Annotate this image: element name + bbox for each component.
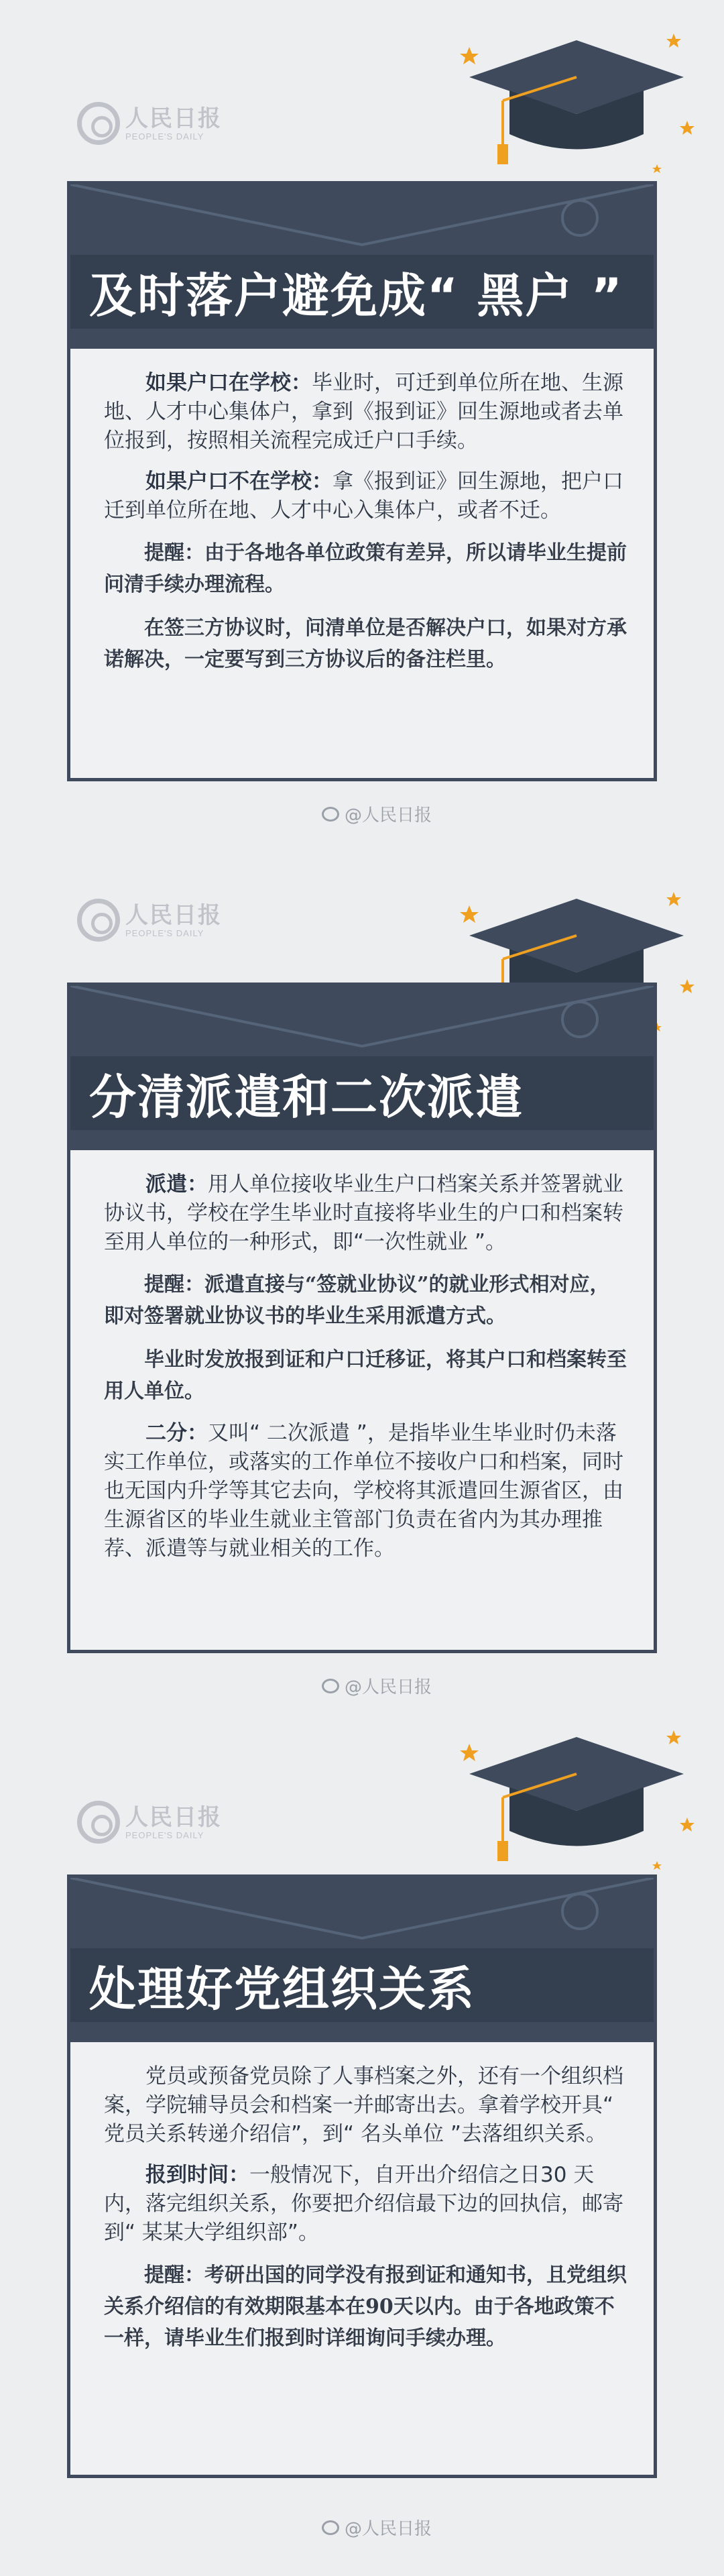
paragraph-text: 党员或预备党员除了人事档案之外，还有一个组织档案，学院辅导员会和档案一并邮寄出去。拿着学校开具“ 党员关系转递介绍信”，到“ 名头单位 ”去落组织关系。 (104, 2064, 623, 2146)
paragraph-lead: 派遣： (145, 1172, 208, 1196)
note: 在签三方协议时，问清单位是否解决户口，如果对方承诺解决，一定要写到三方协议后的备注栏里。 (104, 616, 627, 671)
paragraph (104, 369, 627, 455)
panel-2 (0, 858, 724, 1717)
at-logo-icon (77, 102, 120, 145)
people-daily-logo (77, 102, 222, 145)
weibo-icon (322, 1679, 339, 1693)
section-card-dispatch (67, 983, 657, 1653)
paragraph-lead: 报到时间： (145, 2163, 249, 2187)
logo-name-en: PEOPLE'S DAILY (125, 928, 204, 938)
logo-name-en: PEOPLE'S DAILY (125, 131, 204, 142)
paragraph-text: 一般情况下，自开出介绍信之日30 天内，落完组织关系，你要把介绍信最下边的回执信，邮寄到“ 某某大学组织部”。 (104, 2163, 623, 2245)
card-header (70, 1878, 654, 2042)
paragraph-text: 毕业时，可迁到单位所在地、生源地、人才中心集体户，拿到《报到证》回生源地或者去单位报到，按照相关流程完成迁户口手续。 (104, 371, 623, 453)
watermark (322, 801, 432, 826)
watermark-text: @人民日报 (345, 805, 432, 826)
card-header (70, 184, 654, 349)
logo-name-en: PEOPLE'S DAILY (125, 1830, 204, 1840)
logo-name-cn: 人民日报 (125, 105, 222, 132)
graduation-cap-icon (456, 1724, 697, 1878)
card-body (70, 2042, 654, 2386)
paragraph-lead: 二分： (145, 1421, 208, 1445)
watermark (322, 2515, 432, 2540)
at-logo-icon (77, 1801, 120, 1844)
card-body (70, 349, 654, 708)
paragraph (104, 1419, 627, 1563)
paragraph (104, 467, 627, 525)
panel-1 (0, 0, 724, 858)
paragraph (104, 2062, 627, 2149)
note: 提醒：由于各地各单位政策有差异，所以请毕业生提前问清手续办理流程。 (104, 541, 627, 596)
weibo-icon (322, 807, 339, 822)
watermark (322, 1673, 432, 1698)
paragraph (104, 2161, 627, 2247)
logo-name-cn: 人民日报 (125, 1803, 222, 1831)
at-logo-icon (77, 899, 120, 942)
note: 毕业时发放报到证和户口迁移证，将其户口和档案转至用人单位。 (104, 1348, 627, 1403)
watermark-text: @人民日报 (345, 1677, 432, 1697)
paragraph-text: 又叫“ 二次派遣 ”，是指毕业生毕业时仍未落实工作单位，或落实的工作单位不接收户口和档案，同时也无国内升学等其它去向，学校将其派遣回生源省区，由生源省区的毕业生就业主管部门负责在省内为其办理推荐、派遣等与就业相关的工作。 (104, 1421, 623, 1561)
section-title: 处理好党组织关系 (70, 1948, 654, 2022)
note: 提醒：派遣直接与“签就业协议”的就业形式相对应，即对签署就业协议书的毕业生采用派遣方式。 (104, 1273, 610, 1328)
paragraph-lead: 如果户口不在学校： (145, 469, 333, 494)
weibo-icon (322, 2520, 339, 2535)
paragraph-text: 用人单位接收毕业生户口档案关系并签署就业协议书，学校在学生毕业时直接将毕业生的户口和档案转至用人单位的一种形式，即“一次性就业 ”。 (104, 1172, 623, 1254)
watermark-text: @人民日报 (345, 2519, 432, 2539)
logo-name-cn: 人民日报 (125, 901, 222, 929)
paragraph-text: 拿《报到证》回生源地，把户口迁到单位所在地、人才中心入集体户，或者不迁。 (104, 469, 623, 522)
paragraph (104, 1170, 627, 1257)
section-card-party (67, 1874, 657, 2478)
people-daily-logo (77, 899, 222, 942)
paragraph-lead: 如果户口在学校： (145, 371, 312, 395)
section-title: 分清派遣和二次派遣 (70, 1056, 654, 1130)
card-header (70, 986, 654, 1150)
panel-3 (0, 1717, 724, 2576)
graduation-cap-icon (456, 27, 697, 181)
card-body (70, 1150, 654, 1595)
people-daily-logo (77, 1801, 222, 1844)
note: 提醒：考研出国的同学没有报到证和通知书，且党组织关系介绍信的有效期限基本在90天以内。由于各地政策不一样，请毕业生们报到时详细询问手续办理。 (104, 2263, 627, 2350)
section-card-hukou (67, 181, 657, 781)
section-title: 及时落户避免成“ 黑户 ” (70, 255, 654, 329)
